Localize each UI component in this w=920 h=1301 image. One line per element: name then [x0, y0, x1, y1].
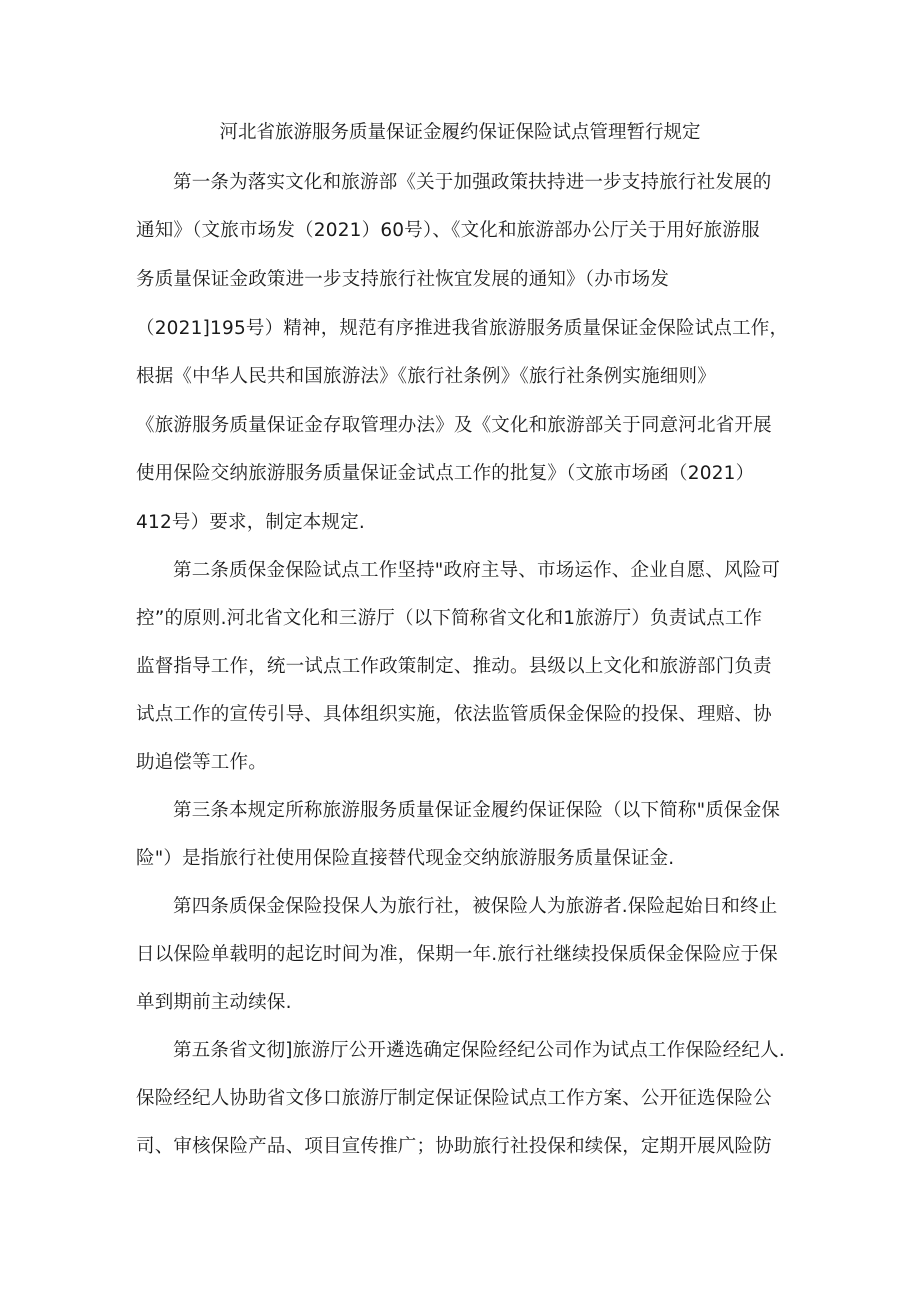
- article-5-line-2: 保险经纪人协助省文侈口旅游厅制定保证保险试点工作方案、公开征选保险公: [136, 1088, 772, 1109]
- article-2-line-5: 助追偿等工作。: [136, 752, 267, 773]
- article-2-line-3: 监督指导工作，统一试点工作政策制定、推动。县级以上文化和旅游部门负责: [136, 656, 772, 677]
- article-4-line-3: 单到期前主动续保.: [136, 992, 292, 1013]
- article-1-line-6: 《旅游服务质量保证金存取管理办法》及《文化和旅游部关于同意河北省开展: [136, 415, 772, 436]
- article-2-line-2: 控”的原则.河北省文化和三游厅（以下简称省文化和1旅游厅）负责试点工作: [136, 608, 763, 629]
- article-4-line-1: 第四条质保金保险投保人为旅行社，被保险人为旅游者.保险起始日和终止: [173, 896, 778, 917]
- article-1-line-5: 根据《中华人民共和国旅游法》《旅行社条例》《旅行社条例实施细则》: [136, 366, 716, 387]
- article-3-line-2: 险"）是指旅行社使用保险直接替代现金交纳旅游服务质量保证金.: [136, 848, 675, 869]
- article-2-line-4: 试点工作的宣传引导、具体组织实施，依法监管质保金保险的投保、理赔、协: [136, 704, 772, 725]
- article-1-line-4: （2021]195号）精神，规范有序推进我省旅游服务质量保证金保险试点工作，: [136, 318, 789, 339]
- article-4-line-2: 日以保险单载明的起讫时间为准，保期一年.旅行社继续投保质保金保险应于保: [136, 944, 778, 965]
- article-5-line-1: 第五条省文彻]旅游厅公开遴选确定保险经纪公司作为试点工作保险经纪人.: [173, 1040, 785, 1061]
- article-1-line-1: 第一条为落实文化和旅游部《关于加强政策扶持进一步支持旅行社发展的: [173, 172, 772, 193]
- article-1-line-2: 通知》（文旅市场发（2021）60号）、《文化和旅游部办公厅关于用好旅游服: [136, 220, 760, 241]
- document-title: 河北省旅游服务质量保证金履约保证保险试点管理暂行规定: [219, 122, 701, 143]
- article-2-line-1: 第二条质保金保险试点工作坚持"政府主导、市场运作、企业自愿、风险可: [173, 560, 781, 581]
- article-1-line-3: 务质量保证金政策进一步支持旅行社恢宜发展的通知》（办市场发: [136, 269, 670, 290]
- article-1-line-7: 使用保险交纳旅游服务质量保证金试点工作的批复》（文旅市场函（2021）: [136, 463, 755, 484]
- article-5-line-3: 司、审核保险产品、项目宣传推广；协助旅行社投保和续保，定期开展风险防: [136, 1136, 772, 1157]
- article-3-line-1: 第三条本规定所称旅游服务质量保证金履约保证保险（以下简称"质保金保: [173, 800, 781, 821]
- article-1-line-8: 412号）要求，制定本规定.: [136, 512, 365, 533]
